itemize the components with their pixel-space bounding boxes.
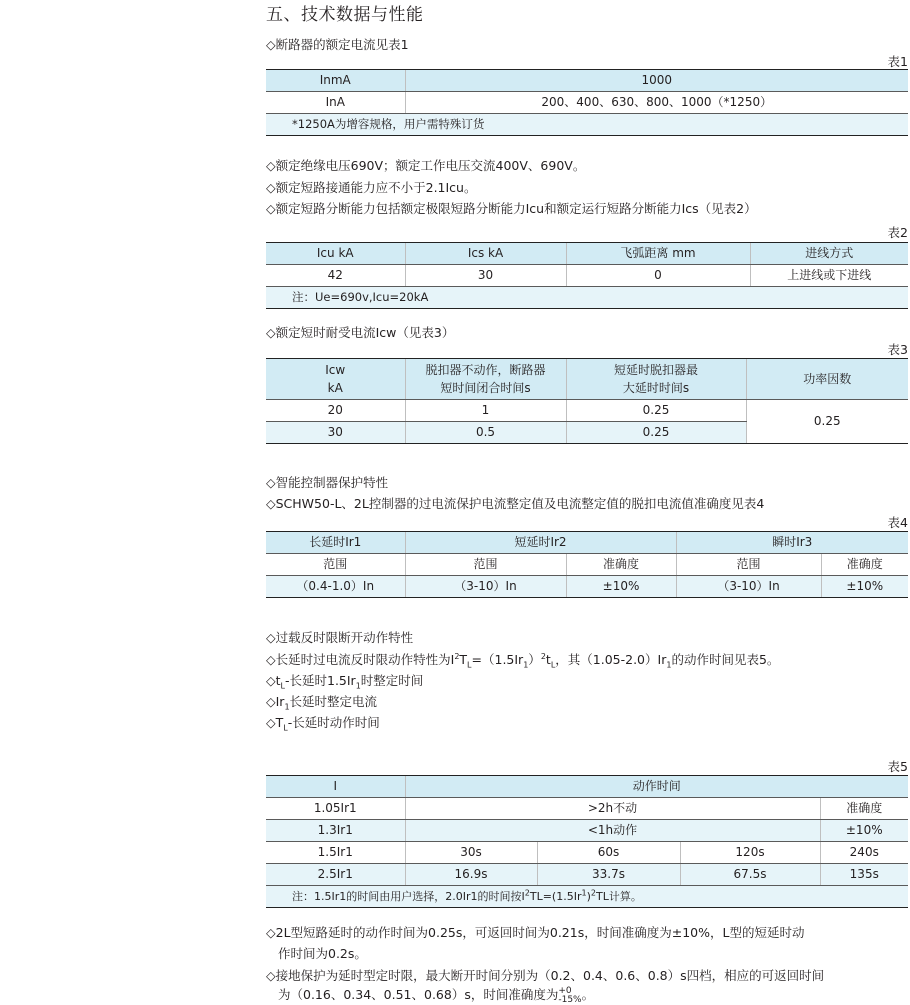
table3-caption: 表3 [887,342,908,357]
table-cell: Icu kA [266,243,405,265]
superscript: 2 [590,888,596,898]
table-cell: 0.5 [405,422,566,444]
text: ◇T [266,715,284,730]
paragraph-ground-fault-2 [278,985,594,1005]
table-cell: 准确度 [566,554,676,576]
table-cell: 0.25 [566,400,746,422]
table-2 [266,242,908,309]
text: 的动作时间见表5。 [671,652,780,667]
table-row [266,776,908,798]
table5-caption: 表5 [887,759,908,774]
table-cell: 30s [405,842,537,864]
table-cell: 范围 [266,554,405,576]
table-cell: （3-10）In [676,576,821,598]
table-cell: 0.25 [746,400,908,444]
paragraph-overload: ◇过载反时限断开动作特性 [266,630,414,645]
table-cell: 1000 [405,70,908,92]
table-cell: 1.3Ir1 [266,820,405,842]
table-cell: InmA [266,70,405,92]
table-row [266,886,908,908]
subscript: 1 [523,660,529,670]
paragraph-controller: ◇SCHW50-L、2L控制器的过电流保护电流整定值及电流整定值的脱扣电流值准确度见表4 [266,496,765,511]
tolerance-lower: -15% [558,994,582,1005]
table-row [266,400,908,422]
text: 时整定时间 [360,673,424,688]
table-cell: （3-10）In [405,576,566,598]
superscript: 2 [540,651,546,661]
table-cell: 67.5s [680,864,820,886]
table-cell: 动作时间 [405,776,908,798]
header-line: Icw [325,363,346,377]
paragraph-rated-current: ◇断路器的额定电流见表1 [266,37,409,52]
paragraph-protection: ◇智能控制器保护特性 [266,475,389,490]
subscript: L [283,723,288,733]
subscript: 1 [284,702,290,712]
table-row [266,576,908,598]
table-cell: 33.7s [537,864,680,886]
table-cell [405,359,566,400]
paragraph-voltage: ◇额定绝缘电压690V；额定工作电压交流400V、690V。 [266,158,586,173]
table-cell: 0.25 [566,422,746,444]
table-row [266,359,908,400]
table-cell: 短延时Ir2 [405,532,676,554]
paragraph-tl-definition [266,671,423,689]
table-cell: 范围 [405,554,566,576]
text: 长延时整定电流 [289,694,378,709]
table-cell: 长延时Ir1 [266,532,405,554]
text: -长延时1.5Ir [284,673,356,688]
paragraph-ir1-definition [266,692,377,710]
table-cell: InA [266,92,405,114]
paragraph-breaking-capacity: ◇额定短路分断能力包括额定极限短路分断能力Icu和额定运行短路分断能力Ics（见表2） [266,201,757,216]
table-cell: 准确度 [820,798,908,820]
table-cell: ±10% [820,820,908,842]
table-row [266,243,908,265]
table-cell: 瞬时Ir3 [676,532,908,554]
table-cell [266,359,405,400]
paragraph-short-delay-1: ◇2L型短路延时的动作时间为0.25s，可返回时间为0.21s，时间准确度为±10%，L型的短延时动 [266,925,805,940]
table2-caption: 表2 [887,225,908,240]
table-cell: Ics kA [405,243,566,265]
table-cell: 240s [820,842,908,864]
subscript: L [280,681,285,691]
text: ◇t [266,673,281,688]
text: ◇Ir [266,694,285,709]
table-cell: 范围 [676,554,821,576]
subscript: L [467,660,472,670]
tolerance-fraction [558,987,581,1005]
section-heading: 五、技术数据与性能 [266,5,424,25]
subscript: L [550,660,556,670]
table-row [266,265,908,287]
table-row [266,864,908,886]
superscript: 1 [581,888,587,898]
table-cell: 1 [405,400,566,422]
text: t [545,652,551,667]
table-cell: ±10% [566,576,676,598]
header-line: 脱扣器不动作，断路器 [425,363,546,377]
table-cell: 20 [266,400,405,422]
paragraph-inverse-time [266,650,779,668]
superscript: 2 [524,888,530,898]
text: 为（0.16、0.34、0.51、0.68）s，时间准确度为 [278,987,559,1002]
text: ◇长延时过电流反时限动作特性为I [266,652,455,667]
paragraph-short-time-withstand: ◇额定短时耐受电流Icw（见表3） [266,325,455,340]
table-note: 注：Ue=690v,Icu=20kA [266,287,908,309]
table-cell: 30 [266,422,405,444]
table-cell: 1.05Ir1 [266,798,405,820]
text: T [459,652,468,667]
text: TL计算。 [595,890,642,903]
table-cell: 42 [266,265,405,287]
paragraph-TL-definition [266,713,380,731]
table-row [266,554,908,576]
text: =（1.5Ir [471,652,524,667]
table-cell: 60s [537,842,680,864]
header-line: 短延时脱扣器最 [613,363,698,377]
text: TL=(1.5Ir [529,890,582,903]
table-cell: >2h不动 [405,798,820,820]
table-row [266,798,908,820]
table-row [266,287,908,309]
table-cell [566,359,746,400]
subscript: 1 [355,681,361,691]
table-cell: 120s [680,842,820,864]
table-cell: 飞弧距离 mm [566,243,750,265]
text: -长延时动作时间 [287,715,380,730]
table-cell: 200、400、630、800、1000（*1250） [405,92,908,114]
table-cell: 0 [566,265,750,287]
text: ，其（1.05-2.0）Ir [555,652,667,667]
header-line: 短时间闭合时间s [440,381,531,395]
header-line: 大延时时间s [622,381,690,395]
paragraph-short-delay-2: 作时间为0.2s。 [278,946,367,961]
table-5 [266,775,908,908]
table-3 [266,358,908,444]
text: 。 [581,987,595,1002]
table-row [266,92,908,114]
table-4 [266,531,908,598]
table-note: *1250A为增容规格，用户需特殊订货 [266,114,908,136]
text: 注：1.5Ir1的时间由用户选择，2.0Ir1的时间按I [292,890,525,903]
paragraph-ground-fault-1: ◇接地保护为延时型定时限，最大断开时间分别为（0.2、0.4、0.6、0.8）s四档，相应的可返回时间 [266,968,825,983]
table-cell: 135s [820,864,908,886]
table-row [266,842,908,864]
table4-caption: 表4 [887,515,908,530]
header-line: kA [327,381,343,395]
table-cell: 功率因数 [746,359,908,400]
subscript: 1 [666,660,672,670]
table-cell: 1.5Ir1 [266,842,405,864]
table-cell: 上进线或下进线 [750,265,908,287]
text: ） [528,652,541,667]
table-cell: 30 [405,265,566,287]
table-cell: ±10% [821,576,908,598]
table-row [266,114,908,136]
table-cell: 准确度 [821,554,908,576]
table-row [266,820,908,842]
table-cell: I [266,776,405,798]
superscript: 2 [454,651,460,661]
paragraph-making-capacity: ◇额定短路接通能力应不小于2.1Icu。 [266,180,477,195]
table-cell: <1h动作 [405,820,820,842]
table1-caption: 表1 [887,54,908,69]
table-cell: 进线方式 [750,243,908,265]
text: ) [586,890,591,903]
table-cell: （0.4-1.0）In [266,576,405,598]
table-1 [266,69,908,136]
table-row [266,532,908,554]
tolerance-upper: +0 [558,985,572,996]
table-cell: 2.5Ir1 [266,864,405,886]
table-row [266,70,908,92]
table-note [266,886,908,908]
table-cell: 16.9s [405,864,537,886]
